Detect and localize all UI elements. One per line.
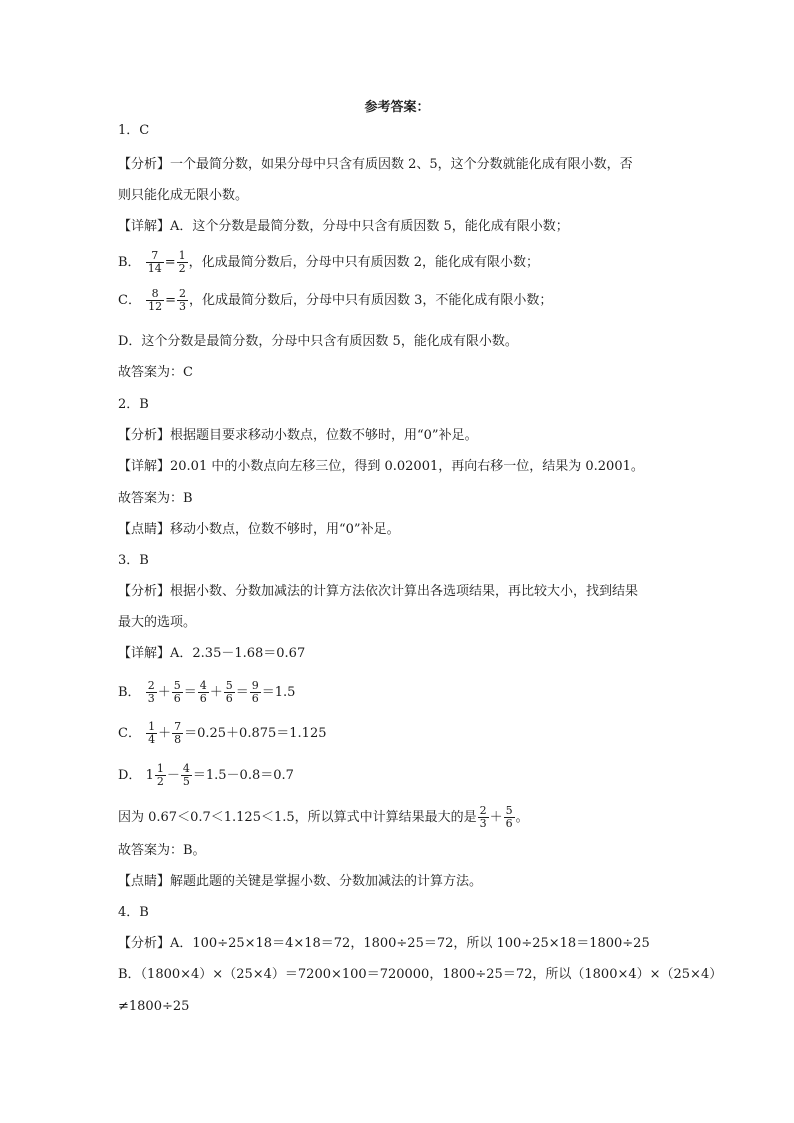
fraction — [146, 680, 157, 705]
fraction — [181, 763, 192, 788]
plus-sign: ＋ — [157, 685, 171, 700]
q1-option-b — [118, 250, 539, 275]
q2-number: 2．B — [118, 397, 149, 412]
q2-analysis: 【分析】根据题目要求移动小数点，位数不够时，用“0”补足。 — [118, 428, 478, 443]
equals-sign: = — [164, 255, 176, 270]
page-title: 参考答案： — [364, 100, 430, 115]
conclusion-end: 。 — [515, 810, 529, 825]
fraction — [146, 721, 157, 746]
q1-option-c — [118, 288, 552, 313]
q2-detail: 【详解】20.01 中的小数点向左移三位，得到 0.02001，再向右移一位，结果为 0.2001。 — [118, 459, 644, 474]
numerator: 2 — [147, 679, 155, 692]
q1-option-d: D．这个分数是最简分数，分母中只含有质因数 5，能化成有限小数。 — [118, 334, 518, 349]
denominator: 12 — [148, 300, 163, 313]
q3-conclusion — [118, 805, 529, 830]
denominator: 3 — [179, 300, 186, 313]
numerator: 7 — [146, 250, 164, 263]
plus-sign: ＋ — [209, 685, 223, 700]
q3-tip: 【点睛】解题此题的关键是掌握小数、分数加减法的计算方法。 — [118, 874, 483, 889]
numerator: 1 — [178, 249, 186, 262]
q3-option-c — [118, 721, 327, 746]
option-d-result: ＝1.5－0.8＝0.7 — [192, 768, 294, 783]
fraction — [172, 721, 183, 746]
plus-sign: ＋ — [158, 726, 172, 741]
denominator: 6 — [225, 692, 233, 705]
option-c-text: ，化成最简分数后，分母中只有质因数 3，不能化成有限小数； — [189, 293, 553, 308]
denominator: 2 — [178, 262, 186, 275]
q1-number: 1．C — [118, 123, 150, 138]
denominator: 6 — [199, 692, 207, 705]
fraction — [146, 288, 164, 313]
denominator: 3 — [147, 692, 155, 705]
q4-analysis-a: 【分析】A．100÷25×18＝4×18＝72，1800÷25＝72，所以 100÷25×18＝1800÷25 — [118, 936, 650, 951]
numerator: 5 — [505, 804, 513, 817]
q2-tip: 【点睛】移动小数点，位数不够时，用“0”补足。 — [118, 522, 400, 537]
numerator: 9 — [251, 679, 259, 692]
numerator: 2 — [479, 804, 487, 817]
numerator: 7 — [174, 720, 182, 733]
option-c-result: ＝0.25＋0.875＝1.125 — [184, 726, 327, 741]
q1-detail-a: 【详解】A．这个分数是最简分数，分母中只含有质因数 5，能化成有限小数； — [118, 219, 569, 234]
fraction — [155, 763, 166, 788]
denominator: 8 — [174, 733, 182, 746]
q1-answer: 故答案为：C — [118, 365, 193, 380]
fraction — [177, 250, 188, 275]
q3-analysis-line-1: 【分析】根据小数、分数加减法的计算方法依次计算出各选项结果，再比较大小，找到结果 — [118, 584, 639, 599]
fraction — [177, 288, 188, 313]
q3-option-b — [118, 680, 295, 705]
numerator: 4 — [199, 679, 207, 692]
q3-answer: 故答案为：B。 — [118, 843, 206, 858]
q4-number: 4．B — [118, 905, 149, 920]
option-b-prefix: B． — [118, 685, 141, 700]
q3-detail-a: 【详解】A．2.35－1.68＝0.67 — [118, 646, 306, 661]
option-b-prefix: B． — [118, 255, 141, 270]
fraction — [224, 680, 235, 705]
denominator: 14 — [147, 262, 162, 275]
fraction — [250, 680, 261, 705]
option-c-prefix: C． — [118, 293, 141, 308]
option-b-result: ＝1.5 — [261, 685, 296, 700]
q3-number: 3．B — [118, 553, 149, 568]
fraction — [172, 680, 183, 705]
fraction — [504, 805, 515, 830]
q2-answer: 故答案为：B — [118, 491, 193, 506]
equals-sign: ＝ — [183, 685, 197, 700]
denominator: 6 — [173, 692, 181, 705]
conclusion-text: 因为 0.67＜0.7＜1.125＜1.5，所以算式中计算结果最大的是 — [118, 810, 477, 825]
numerator: 8 — [146, 288, 164, 301]
option-d-prefix: D． — [118, 768, 142, 783]
denominator: 2 — [156, 775, 164, 788]
denominator: 4 — [148, 733, 156, 746]
numerator: 5 — [173, 679, 181, 692]
q3-option-d — [118, 763, 294, 788]
q1-analysis-line-1: 【分析】一个最简分数，如果分母中只含有质因数 2、5，这个分数就能化成有限小数，否 — [118, 157, 633, 172]
fraction — [198, 680, 209, 705]
fraction — [146, 250, 164, 275]
numerator: 1 — [148, 720, 156, 733]
equals-sign: ＝ — [235, 685, 249, 700]
q1-analysis-line-2: 则只能化成无限小数。 — [118, 188, 249, 203]
minus-sign: － — [166, 768, 180, 783]
numerator: 2 — [179, 287, 186, 300]
option-c-prefix: C． — [118, 726, 141, 741]
q4-analysis-b: B．（1800×4）×（25×4）＝7200×100＝720000，1800÷25＝72，所以（1800×4）×（25×4） — [118, 967, 723, 982]
q4-analysis-b-continued: ≠1800÷25 — [118, 999, 190, 1014]
option-b-text: ，化成最简分数后，分母中只有质因数 2，能化成有限小数； — [188, 255, 540, 270]
denominator: 6 — [505, 817, 513, 830]
numerator: 1 — [156, 762, 164, 775]
mixed-number-whole: 1 — [145, 768, 154, 783]
denominator: 3 — [479, 817, 487, 830]
fraction — [478, 805, 489, 830]
q3-analysis-line-2: 最大的选项。 — [118, 615, 197, 630]
numerator: 4 — [182, 762, 190, 775]
plus-sign: ＋ — [489, 810, 503, 825]
denominator: 5 — [182, 775, 190, 788]
numerator: 5 — [225, 679, 233, 692]
equals-sign: = — [165, 293, 176, 308]
denominator: 6 — [251, 692, 259, 705]
